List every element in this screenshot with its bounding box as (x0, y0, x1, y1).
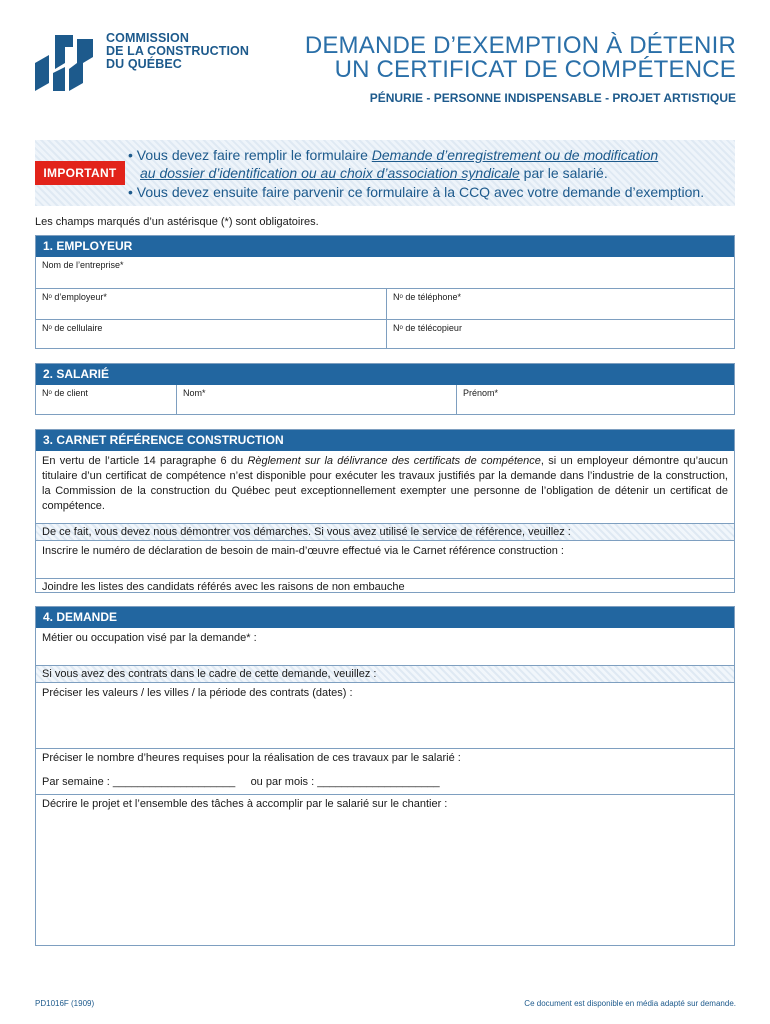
cell-field[interactable]: Nᵒ de cellulaire (42, 323, 103, 333)
contracts-note: Si vous avez des contrats dans le cadre de cette demande, veuillez : (36, 665, 734, 682)
contact-row (36, 319, 734, 349)
section-1-title: 1. EMPLOYEUR (36, 236, 734, 257)
hours-field: Préciser le nombre d’heures requises pour la réalisation de ces travaux par le salarié : Par semaine : ____________________ ou par mois : ____________________ (36, 748, 734, 794)
important-line-1: • Vous devez faire remplir le formulaire Demande d’enregistrement ou de modification (128, 147, 659, 163)
ccq-logo (35, 33, 99, 95)
demonstrate-note: De ce fait, vous devez nous démontrer vos démarches. Si vous avez utilisé le service de référence, veuillez : (36, 523, 734, 540)
phone-field[interactable]: Nᵒ de téléphone* (386, 289, 734, 319)
section-carnet (35, 429, 735, 593)
last-name-field[interactable]: Nom* (176, 385, 457, 414)
fax-field[interactable]: Nᵒ de télécopieur (386, 320, 734, 349)
trade-field[interactable]: Métier ou occupation visé par la demande* : (42, 632, 257, 644)
employer-row (36, 288, 734, 319)
employee-row (36, 385, 734, 414)
contracts-detail-field[interactable]: Préciser les valeurs / les villes / la période des contrats (dates) : (36, 682, 734, 748)
per-week-field[interactable]: Par semaine : ____________________ (42, 776, 236, 788)
company-name-field[interactable]: Nom de l’entreprise* (42, 260, 124, 270)
org-name: COMMISSION DE LA CONSTRUCTION DU QUÉBEC (106, 31, 249, 71)
section-2-title: 2. SALARIÉ (36, 364, 734, 385)
form-subtitle: PÉNURIE - PERSONNE INDISPENSABLE - PROJET ARTISTIQUE (369, 91, 736, 105)
form-link-part1[interactable]: Demande d’enregistrement ou de modification (371, 147, 659, 163)
regulation-paragraph: En vertu de l’article 14 paragraphe 6 du Règlement sur la délivrance des certificats de compétence, si un employeur démontre qu’aucun titulaire d’un certificat de compétence n’est disponible pour exécuter les travaux justifiés par la demande dans l’industrie de la construction, la Commission de la construction du Québec peut exceptionnellement exempter une personne de l’obligation de détenir un certificat de compétence. (42, 455, 728, 512)
form-title: DEMANDE D’EXEMPTION À DÉTENIR UN CERTIFICAT DE COMPÉTENCE (304, 32, 736, 83)
client-number-field[interactable]: Nᵒ de client (42, 388, 88, 398)
per-month-field[interactable]: ou par mois : ____________________ (250, 776, 440, 788)
section-employer (35, 235, 735, 349)
important-line-3: • Vous devez ensuite faire parvenir ce formulaire à la CCQ avec votre demande d’exemption. (128, 184, 705, 200)
section-employee (35, 363, 735, 415)
accessibility-note: Ce document est disponible en média adapté sur demande. (524, 999, 736, 1008)
important-line-2: au dossier d’identification ou au choix d’association syndicale par le salarié. (140, 165, 608, 181)
section-4-title: 4. DEMANDE (36, 607, 734, 628)
project-description-field[interactable]: Décrire le projet et l’ensemble des tâches à accomplir par le salarié sur le chantier : (36, 794, 734, 944)
form-link-part2[interactable]: au dossier d’identification ou au choix d’association syndicale (140, 165, 520, 181)
important-tag: IMPORTANT (35, 161, 125, 185)
first-name-field[interactable]: Prénom* (456, 385, 734, 414)
form-code: PD1016F (1909) (35, 999, 95, 1008)
section-3-title: 3. CARNET RÉFÉRENCE CONSTRUCTION (36, 430, 734, 451)
section-request (35, 606, 735, 946)
required-note: Les champs marqués d’un astérisque (*) sont obligatoires. (35, 216, 319, 228)
employer-number-field[interactable]: Nᵒ d’employeur* (42, 292, 107, 302)
declaration-field[interactable]: Inscrire le numéro de déclaration de besoin de main-d’œuvre effectué via le Carnet référence construction : (36, 540, 734, 578)
lists-note: Joindre les listes des candidats référés avec les raisons de non embauche (36, 578, 734, 596)
